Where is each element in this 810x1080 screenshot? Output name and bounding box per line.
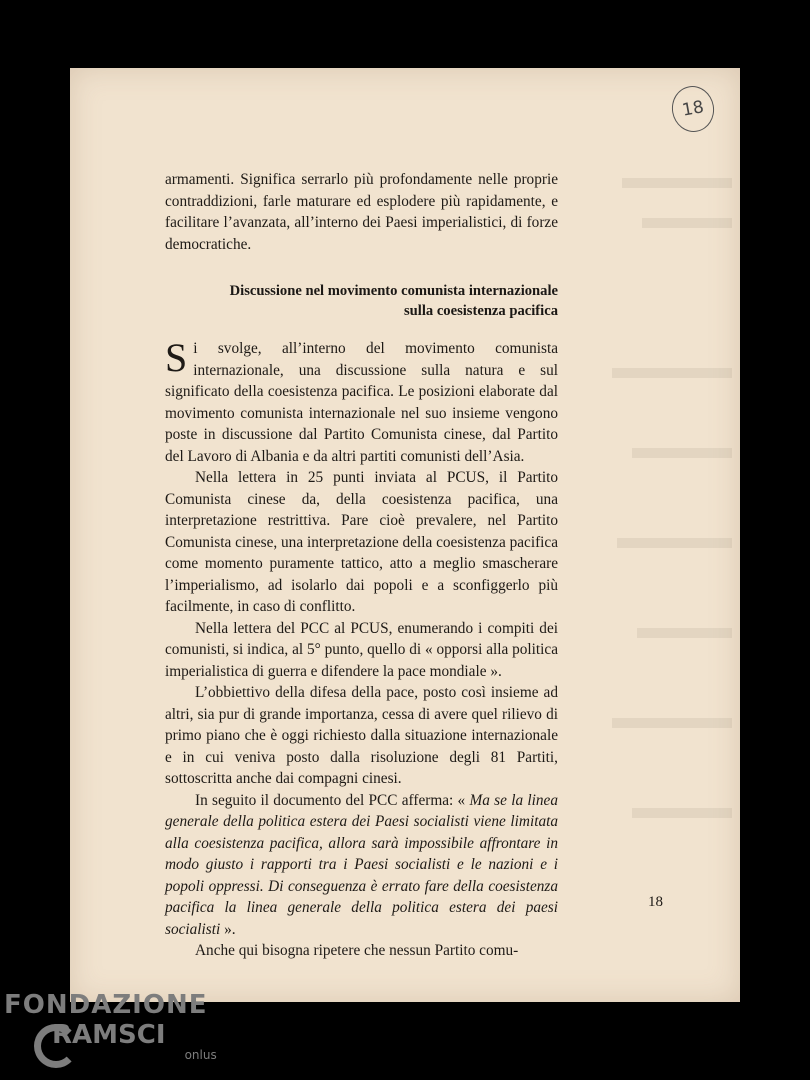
section-heading (165, 281, 558, 321)
gramsci-g-logo-icon (34, 1024, 78, 1068)
heading-line-1: Discussione nel movimento comunista internazionale (229, 283, 558, 299)
stamp-number: 18 (680, 97, 706, 121)
paragraph-5-end: ». (224, 920, 236, 938)
archive-page-stamp (668, 83, 717, 136)
paragraph-5-quote: Ma se la linea generale della politica estera dei Paesi socialisti viene limitata alla coesistenza pacifica, allora sarà impossibile affrontare in modo giusto i rapporti tra i Paesi socialisti e le nazioni e i popoli oppressi. Di conseguenza è errato fare della coesistenza pacifica la linea generale della politica estera dei paesi socialisti (165, 791, 558, 938)
body-text (165, 335, 558, 962)
paragraph-6: Anche qui bisogna ripetere che nessun Partito comu- (195, 942, 519, 959)
fondazione-gramsci-watermark (4, 990, 217, 1062)
paragraph-1 (165, 335, 558, 467)
watermark-line-2: RAMSCI (52, 1020, 166, 1050)
page-number: 18 (648, 894, 663, 910)
watermark-line-1: FONDAZIONE (4, 990, 208, 1020)
paragraph-5-intro: In seguito il documento del PCC afferma: « (195, 791, 466, 809)
paragraph-3: Nella lettera del PCC al PCUS, enumerando i compiti dei comunisti, si indica, al 5° punto, quello di « opporsi alla politica imperialistica di guerra e difendere la pace mondiale ». (165, 619, 558, 680)
drop-cap: S (165, 335, 188, 380)
watermark-line-2-wrap (4, 1020, 217, 1062)
opening-paragraph-block (165, 169, 558, 255)
watermark-suffix: onlus (184, 1048, 217, 1062)
heading-line-2: sulla coesistenza pacifica (403, 303, 558, 319)
document-page (70, 68, 740, 1002)
paragraph-1-text: i svolge, all’interno del movimento comunista internazionale, una discussione sulla natura e sul significato della coesistenza pacifica. Le posizioni elaborate dal movimento comunista internazionale nel suo insieme vengono poste in discussione dal Partito Comunista cinese, dal Partito del Lavoro di Albania e da altri partiti comunisti dell’Asia. (165, 340, 558, 465)
paragraph-2: Nella lettera in 25 punti inviata al PCUS, il Partito Comunista cinese da, della coesistenza pacifica, una interpretazione restrittiva. Pare cioè prevalere, nel Partito Comunista cinese, una interpretazione della coesistenza pacifica come momento puramente tattico, atto a meglio smascherare l’imperialismo, ad isolarlo dai popoli e a sconfiggerlo più facilmente, in caso di conflitto. (165, 469, 558, 615)
paragraph-4: L’obbiettivo della difesa della pace, posto così insieme ad altri, sia pur di grande importanza, cessa di avere quel rilievo di primo piano che è oggi richiesto dalla situazione internazionale e in cui veniva posto dalla risoluzione degli 81 Partiti, sottoscritta anche dai compagni cinesi. (165, 684, 558, 787)
opening-paragraph: armamenti. Significa serrarlo più profondamente nelle proprie contraddizioni, farle maturare ed esplodere più rapidamente, e facilitare l’avanzata, all’interno dei Paesi imperialistici, di forze democratiche. (165, 171, 558, 253)
paragraph-5 (165, 790, 558, 941)
